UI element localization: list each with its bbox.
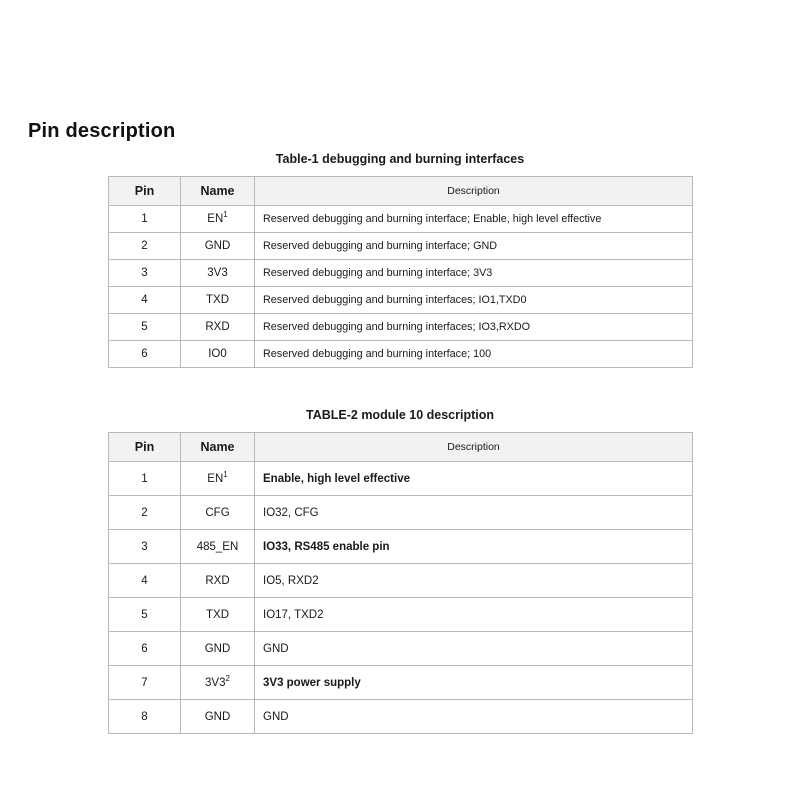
table-2-caption: TABLE-2 module 10 description [306, 408, 494, 422]
cell-description: Reserved debugging and burning interface; 100 [255, 341, 693, 368]
table-2-header [109, 433, 693, 462]
cell-name: GND [181, 233, 255, 260]
cell-pin: 4 [109, 564, 181, 598]
cell-description: GND [255, 632, 693, 666]
cell-description: Reserved debugging and burning interface; Enable, high level effective [255, 206, 693, 233]
cell-pin: 6 [109, 341, 181, 368]
table-2-body [109, 462, 693, 734]
table-2-block [108, 408, 692, 734]
cell-description: Reserved debugging and burning interface; GND [255, 233, 693, 260]
cell-pin: 1 [109, 462, 181, 496]
cell-description: IO17, TXD2 [255, 598, 693, 632]
cell-pin: 6 [109, 632, 181, 666]
cell-description: 3V3 power supply [255, 666, 693, 700]
cell-pin: 8 [109, 700, 181, 734]
column-header-name: Name [181, 177, 255, 206]
table-row [109, 206, 693, 233]
column-header-description: Description [255, 433, 693, 462]
column-header-description: Description [255, 177, 693, 206]
cell-name: IO0 [181, 341, 255, 368]
table-row [109, 314, 693, 341]
column-header-name: Name [181, 433, 255, 462]
table-2 [108, 432, 693, 734]
cell-name: TXD [181, 287, 255, 314]
cell-name: 485_EN [181, 530, 255, 564]
table-1-body [109, 206, 693, 368]
table-1-caption: Table-1 debugging and burning interfaces [275, 152, 525, 166]
table-header-row [109, 433, 693, 462]
table-row [109, 666, 693, 700]
table-1-block [108, 152, 692, 368]
table-1-header [109, 177, 693, 206]
table-header-row [109, 177, 693, 206]
table-row [109, 632, 693, 666]
table-row [109, 598, 693, 632]
table-row [109, 530, 693, 564]
cell-description: Enable, high level effective [255, 462, 693, 496]
cell-name: 3V3 [181, 260, 255, 287]
cell-description: IO33, RS485 enable pin [255, 530, 693, 564]
cell-pin: 5 [109, 598, 181, 632]
cell-name: GND [181, 700, 255, 734]
footnote-marker: 1 [223, 210, 228, 220]
table-row [109, 700, 693, 734]
table-row [109, 233, 693, 260]
table-row [109, 287, 693, 314]
cell-pin: 3 [109, 530, 181, 564]
cell-pin: 3 [109, 260, 181, 287]
table-row [109, 341, 693, 368]
cell-description: Reserved debugging and burning interface; 3V3 [255, 260, 693, 287]
table-row [109, 462, 693, 496]
cell-name: $3V3^2$ [181, 666, 255, 700]
cell-description: Reserved debugging and burning interfaces; IO1,TXD0 [255, 287, 693, 314]
column-header-pin: Pin [109, 433, 181, 462]
cell-pin: 1 [109, 206, 181, 233]
cell-description: Reserved debugging and burning interfaces; IO3,RXDO [255, 314, 693, 341]
cell-description: IO5, RXD2 [255, 564, 693, 598]
cell-pin: 7 [109, 666, 181, 700]
footnote-marker: 2 [225, 673, 230, 683]
table-row [109, 496, 693, 530]
cell-name: GND [181, 632, 255, 666]
cell-name: CFG [181, 496, 255, 530]
cell-name: TXD [181, 598, 255, 632]
footnote-marker: 1 [223, 469, 228, 479]
table-row [109, 564, 693, 598]
cell-pin: 5 [109, 314, 181, 341]
table-row [109, 260, 693, 287]
cell-name: $EN^1$ [181, 462, 255, 496]
cell-name: RXD [181, 564, 255, 598]
table-1 [108, 176, 693, 368]
page-title: Pin description [28, 120, 176, 142]
cell-name: $EN^1$ [181, 206, 255, 233]
column-header-pin: Pin [109, 177, 181, 206]
cell-pin: 2 [109, 496, 181, 530]
cell-name: RXD [181, 314, 255, 341]
cell-pin: 2 [109, 233, 181, 260]
cell-description: IO32, CFG [255, 496, 693, 530]
cell-pin: 4 [109, 287, 181, 314]
cell-description: GND [255, 700, 693, 734]
